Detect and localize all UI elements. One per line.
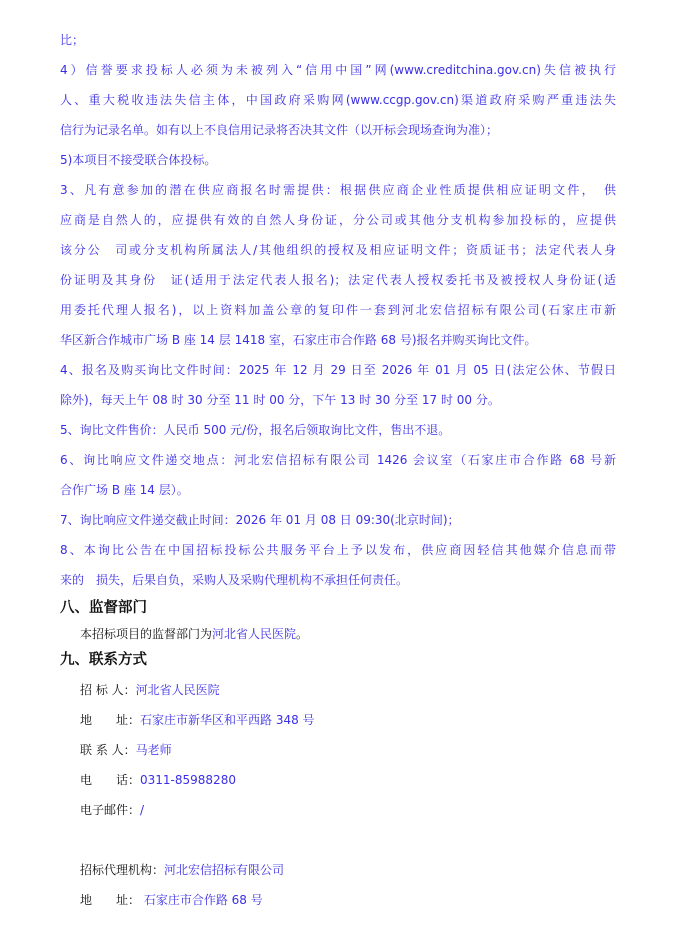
contact-value: 河北宏信招标有限公司	[164, 863, 285, 877]
text-line: 应商是自然人的，应提供有效的自然人身份证，分公司或其他分支机构参加投标的，应提供	[60, 213, 616, 227]
text-line: 比；	[60, 33, 85, 47]
contact-value: 河北省人民医院	[135, 683, 220, 697]
contact-row-person	[80, 742, 636, 758]
supervision-dept: 河北省人民医院	[212, 627, 297, 641]
text-line: 人、重大税收违法失信主体，中国政府采购网(www.ccgp.gov.cn)渠道政府采购严重违法失	[60, 93, 616, 107]
contact-value: /	[140, 803, 145, 817]
text-line: 该分公 司或分支机构所属法人/其他组织的授权及相应证明文件；资质证书；法定代表人身	[60, 243, 616, 257]
section-heading-supervision: 八、监督部门	[60, 600, 147, 616]
contact-label: 地 址：	[80, 893, 141, 907]
contact-value: 马老师	[135, 743, 172, 757]
text-line: 5、询比文件售价：人民币 500 元/份，报名后领取询比文件，售出不退。	[60, 423, 451, 437]
text-line: 4、报名及购买询比文件时间：2025 年 12 月 29 日至 2026 年 01 月 05 日(法定公休、节假日	[60, 363, 616, 377]
text-line: 5)本项目不接受联合体投标。	[60, 153, 217, 167]
text-line: 来的 损失，后果自负，采购人及采购代理机构不承担任何责任。	[60, 573, 409, 587]
contact-label: 招标代理机构：	[80, 863, 165, 877]
contact-row-phone	[80, 772, 636, 788]
supervision-suffix: 。	[296, 627, 309, 641]
text-line: 除外)，每天上午 08 时 30 分至 11 时 00 分，下午 13 时 30 分至 17 时 00 分。	[60, 393, 500, 407]
contact-label: 联 系 人：	[80, 743, 136, 757]
contact-label: 地 址：	[80, 713, 141, 727]
text-line: 合作广场 B 座 14 层）。	[60, 483, 189, 497]
text-line: 信行为记录名单。如有以上不良信用记录将否决其文件（以开标会现场查询为准）；	[60, 123, 499, 137]
text-line: 6、询比响应文件递交地点：河北宏信招标有限公司 1426 会议室（石家庄市合作路 68 号新	[60, 453, 616, 467]
contact-label: 电子邮件：	[80, 803, 141, 817]
contact-value: 石家庄市合作路 68 号	[140, 893, 263, 907]
supervision-prefix: 本招标项目的监督部门为	[80, 627, 213, 641]
contact-row-email	[80, 802, 636, 818]
contact-label: 招 标 人：	[80, 683, 136, 697]
supervision-text	[80, 626, 636, 642]
text-line: 华区新合作城市广场 B 座 14 层 1418 室，石家庄市合作路 68 号)报名并购买询比文件。	[60, 333, 537, 347]
contact-row-agency	[80, 862, 636, 878]
text-line: 3、凡有意参加的潜在供应商报名时需提供：根据供应商企业性质提供相应证明文件， 供	[60, 183, 616, 197]
contact-row-agency-address	[80, 892, 636, 908]
text-line: 份证明及其身份 证(适用于法定代表人报名)；法定代表人授权委托书及被授权人身份证(适	[60, 273, 616, 287]
contact-value: 0311-85988280	[140, 773, 236, 787]
text-line: 4）信誉要求投标人必须为未被列入“信用中国”网(www.creditchina.gov.cn)失信被执行	[60, 63, 616, 77]
section-heading-contact: 九、联系方式	[60, 652, 147, 668]
contact-label: 电 话：	[80, 773, 141, 787]
text-line: 8、本询比公告在中国招标投标公共服务平台上予以发布，供应商因轻信其他媒介信息而带	[60, 543, 616, 557]
text-line: 7、询比响应文件递交截止时间：2026 年 01 月 08 日 09:30(北京时间)；	[60, 513, 460, 527]
contact-row-address	[80, 712, 636, 728]
text-line: 用委托代理人报名)，以上资料加盖公章的复印件一套到河北宏信招标有限公司(石家庄市新	[60, 303, 616, 317]
contact-row-purchaser	[80, 682, 636, 698]
contact-value: 石家庄市新华区和平西路 348 号	[140, 713, 315, 727]
